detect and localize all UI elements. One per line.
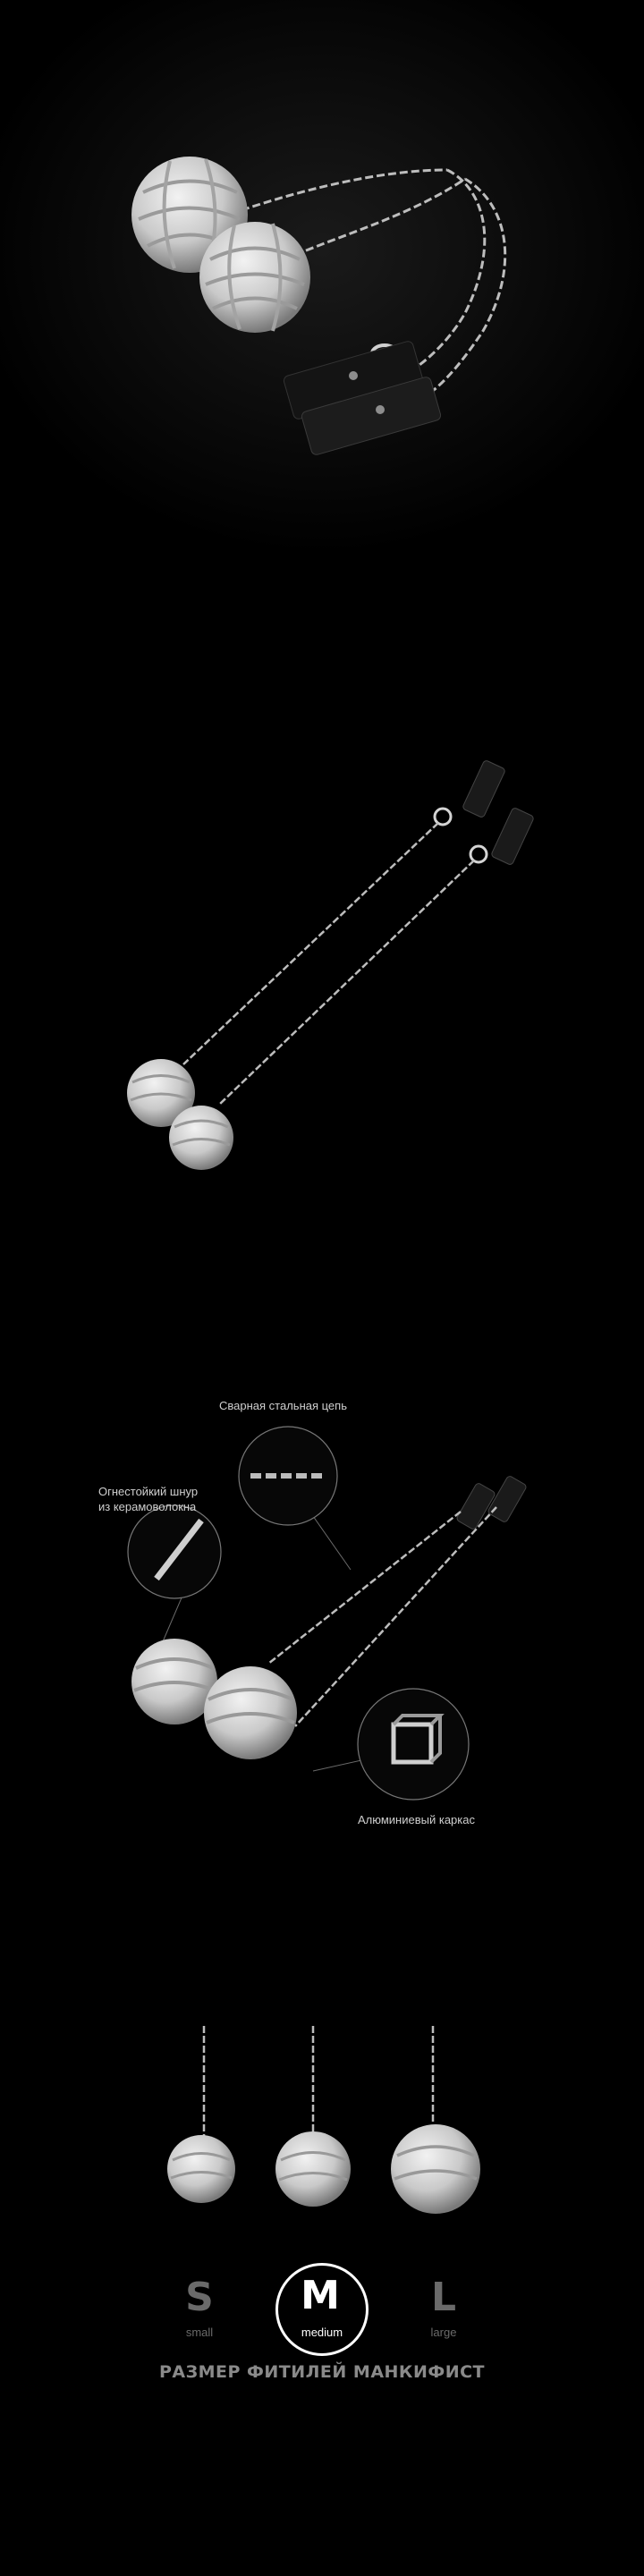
sizes-comparison-photo (0, 2021, 644, 2254)
poi-hanging-photo (0, 733, 644, 1199)
monkey-fist-ball (204, 1666, 297, 1759)
sizes-title: РАЗМЕР ФИТИЛЕЙ МАНКИФИСТ (158, 2362, 486, 2382)
size-label-large: large (430, 2326, 457, 2339)
callout-wick-label-line1: Огнестойкий шнур (98, 1485, 199, 1498)
poi-pair-photo (0, 0, 644, 555)
size-letter-s: S (185, 2275, 214, 2320)
hero-photo-1 (0, 0, 644, 555)
wick-detail-circle (128, 1505, 221, 1598)
size-letter-m: M (301, 2273, 340, 2318)
monkey-fist-ball (275, 2131, 351, 2207)
chain-detail-circle (239, 1427, 337, 1525)
callout-frame-label: Алюминиевый каркас (358, 1813, 475, 1826)
monkey-fist-ball (169, 1106, 233, 1170)
hero-photo-2 (0, 733, 644, 1199)
callout-wick-label-line2: из керамоволокна (98, 1500, 197, 1513)
callout-chain-label: Сварная стальная цепь (219, 1399, 347, 1412)
sizes-photo (0, 2021, 644, 2254)
monkey-fist-ball (167, 2135, 235, 2203)
size-letter-l: L (430, 2275, 457, 2320)
size-label-small: small (185, 2326, 214, 2339)
size-label-medium: medium (301, 2326, 343, 2339)
features-section (0, 1377, 644, 1860)
monkey-fist-ball (199, 222, 310, 333)
monkey-fist-ball (391, 2124, 480, 2214)
frame-detail-circle (358, 1689, 469, 1800)
features-photo (0, 1377, 644, 1860)
